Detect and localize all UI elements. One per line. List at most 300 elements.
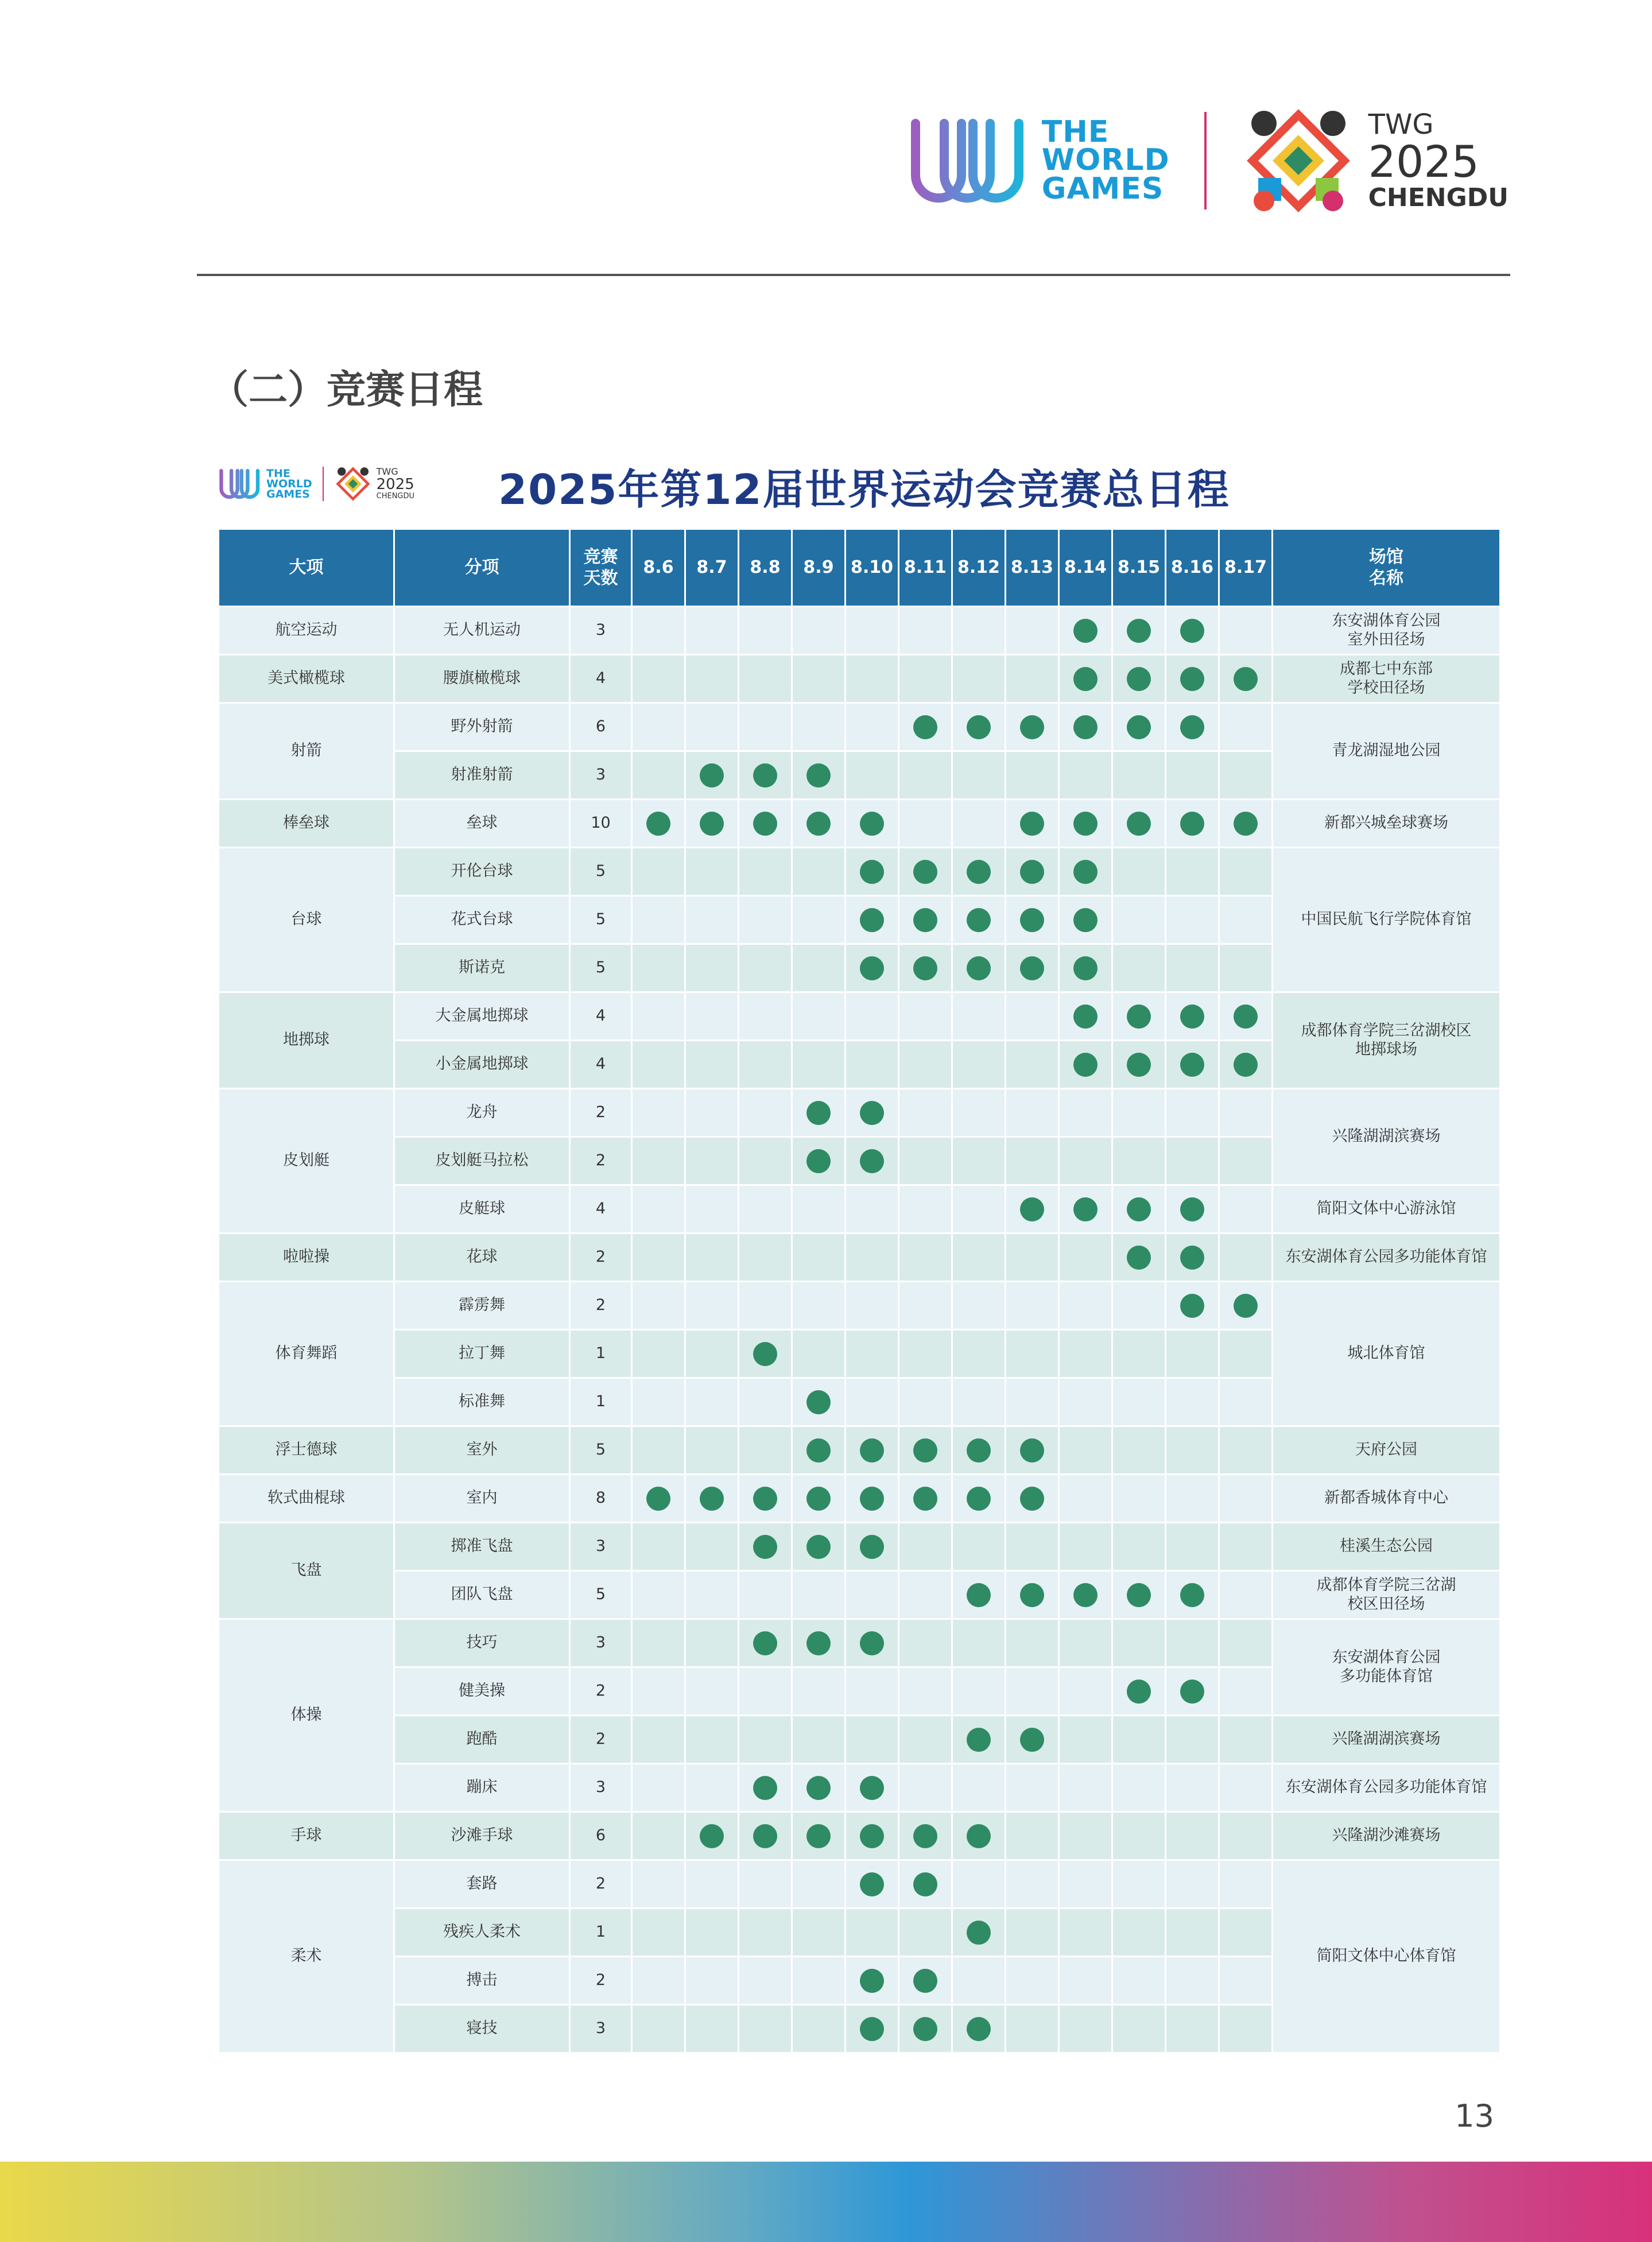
competition-day-dot — [1180, 667, 1204, 691]
date-cell — [952, 1764, 1006, 1812]
mini-logo — [217, 465, 414, 503]
header-venue-line: 名称 — [1369, 568, 1403, 588]
discipline-cell: 花球 — [394, 1234, 570, 1282]
days-cell: 2 — [570, 1089, 632, 1137]
date-cell — [1166, 1812, 1219, 1860]
discipline-cell: 小金属地掷球 — [394, 1041, 570, 1089]
date-cell — [1112, 703, 1166, 751]
date-cell — [1219, 1282, 1273, 1330]
date-cell — [1166, 1667, 1219, 1716]
date-cell — [846, 1860, 899, 1909]
date-cell — [899, 1716, 952, 1764]
date-cell — [739, 1860, 792, 1909]
date-cell — [632, 2005, 685, 2053]
competition-day-dot — [913, 1872, 937, 1896]
date-cell — [899, 1137, 952, 1185]
days-cell: 8 — [570, 1475, 632, 1523]
date-cell — [739, 1764, 792, 1812]
bottom-gradient-bar — [0, 2162, 1652, 2242]
competition-day-dot — [967, 1487, 991, 1511]
date-cell — [1219, 751, 1273, 800]
date-cell — [1166, 1330, 1219, 1378]
competition-day-dot — [967, 1583, 991, 1607]
venue-line: 新都兴城垒球赛场 — [1324, 814, 1448, 832]
sport-cell: 柔术 — [219, 1860, 394, 2053]
date-cell — [1112, 848, 1166, 896]
header-date: 8.10 — [846, 529, 899, 607]
date-cell — [739, 607, 792, 655]
competition-day-dot — [1020, 812, 1044, 836]
date-cell — [1059, 607, 1112, 655]
venue-line: 室外田径场 — [1347, 630, 1425, 649]
venue-line: 东安湖体育公园多功能体育馆 — [1285, 1778, 1487, 1797]
date-cell — [632, 1523, 685, 1571]
discipline-cell: 套路 — [394, 1860, 570, 1909]
table-row — [219, 1764, 1500, 1812]
date-cell — [685, 607, 739, 655]
date-cell — [685, 703, 739, 751]
competition-day-dot — [1180, 1583, 1204, 1607]
table-header-row — [219, 529, 1500, 607]
table-row — [219, 607, 1500, 655]
date-cell — [792, 1475, 846, 1523]
date-cell — [685, 1571, 739, 1619]
date-cell — [792, 992, 846, 1041]
days-cell: 2 — [570, 1860, 632, 1909]
date-cell — [792, 848, 846, 896]
date-cell — [632, 1378, 685, 1426]
competition-day-dot — [1127, 1679, 1151, 1704]
competition-day-dot — [1073, 860, 1098, 884]
date-cell — [846, 1909, 899, 1957]
header-date: 8.9 — [792, 529, 846, 607]
world-games-mini-logo-icon — [217, 467, 264, 501]
competition-day-dot — [1234, 812, 1258, 836]
venue-line: 东安湖体育公园 — [1332, 1648, 1441, 1667]
competition-day-dot — [860, 1631, 884, 1655]
date-cell — [952, 1523, 1006, 1571]
date-cell — [1166, 944, 1219, 992]
competition-day-dot — [806, 1390, 831, 1414]
date-cell — [1059, 1234, 1112, 1282]
date-cell — [899, 703, 952, 751]
date-cell — [1219, 1764, 1273, 1812]
date-cell — [846, 1764, 899, 1812]
date-cell — [1006, 896, 1059, 944]
date-cell — [899, 1619, 952, 1667]
date-cell — [739, 1957, 792, 2005]
competition-day-dot — [860, 1487, 884, 1511]
sport-cell: 射箭 — [219, 703, 394, 800]
table-row — [219, 992, 1500, 1041]
date-cell — [792, 703, 846, 751]
venue-cell — [1273, 1571, 1500, 1619]
competition-day-dot — [913, 908, 937, 932]
date-cell — [1166, 751, 1219, 800]
venue-cell — [1273, 1860, 1500, 2053]
sport-cell: 棒垒球 — [219, 800, 394, 848]
header-days-line: 竞赛 — [583, 546, 618, 567]
date-cell — [899, 1089, 952, 1137]
date-cell — [685, 1716, 739, 1764]
date-cell — [739, 751, 792, 800]
date-cell — [846, 1812, 899, 1860]
date-cell — [952, 944, 1006, 992]
date-cell — [739, 703, 792, 751]
date-cell — [739, 1812, 792, 1860]
mini-wordmark-line: THE — [266, 467, 290, 480]
date-cell — [1219, 1716, 1273, 1764]
date-cell — [685, 1137, 739, 1185]
discipline-cell: 跑酷 — [394, 1716, 570, 1764]
date-cell — [899, 1860, 952, 1909]
date-cell — [1112, 1426, 1166, 1475]
competition-day-dot — [806, 1535, 831, 1559]
competition-day-dot — [860, 1872, 884, 1896]
date-cell — [1006, 1426, 1059, 1475]
sport-cell: 体操 — [219, 1619, 394, 1812]
sport-cell: 体育舞蹈 — [219, 1282, 394, 1426]
competition-day-dot — [1020, 1197, 1044, 1221]
date-cell — [952, 1571, 1006, 1619]
date-cell — [1006, 1523, 1059, 1571]
table-row — [219, 1234, 1500, 1282]
venue-cell — [1273, 1619, 1500, 1716]
competition-day-dot — [1020, 1438, 1044, 1463]
schedule-table — [218, 528, 1501, 2054]
days-cell: 2 — [570, 1137, 632, 1185]
date-cell — [792, 1764, 846, 1812]
date-cell — [1006, 1957, 1059, 2005]
date-cell — [1059, 1860, 1112, 1909]
date-cell — [632, 848, 685, 896]
sport-cell: 美式橄榄球 — [219, 655, 394, 703]
date-cell — [899, 1185, 952, 1234]
discipline-cell: 寝技 — [394, 2005, 570, 2053]
competition-day-dot — [1127, 667, 1151, 691]
date-cell — [1112, 1812, 1166, 1860]
date-cell — [952, 800, 1006, 848]
sport-cell: 台球 — [219, 848, 394, 992]
date-cell — [1006, 1812, 1059, 1860]
date-cell — [632, 944, 685, 992]
date-cell — [1006, 655, 1059, 703]
date-cell — [685, 848, 739, 896]
mini-divider — [323, 467, 324, 501]
competition-day-dot — [1180, 1679, 1204, 1704]
date-cell — [792, 655, 846, 703]
date-cell — [1112, 1282, 1166, 1330]
date-cell — [739, 1716, 792, 1764]
date-cell — [685, 800, 739, 848]
days-cell: 3 — [570, 751, 632, 800]
date-cell — [1166, 1523, 1219, 1571]
date-cell — [1059, 1185, 1112, 1234]
discipline-cell: 无人机运动 — [394, 607, 570, 655]
date-cell — [1059, 1764, 1112, 1812]
competition-day-dot — [1073, 1197, 1098, 1221]
date-cell — [846, 1378, 899, 1426]
city-label: CHENGDU — [1368, 183, 1508, 212]
days-cell: 3 — [570, 607, 632, 655]
date-cell — [739, 1137, 792, 1185]
date-cell — [899, 655, 952, 703]
date-cell — [1166, 2005, 1219, 2053]
date-cell — [1219, 703, 1273, 751]
competition-day-dot — [1180, 1197, 1204, 1221]
date-cell — [952, 1282, 1006, 1330]
date-cell — [846, 751, 899, 800]
date-cell — [792, 1667, 846, 1716]
date-cell — [1112, 1957, 1166, 2005]
page-number: 13 — [1455, 2098, 1494, 2134]
competition-day-dot — [1020, 956, 1044, 980]
competition-day-dot — [806, 812, 831, 836]
date-cell — [846, 1667, 899, 1716]
days-cell: 1 — [570, 1330, 632, 1378]
date-cell — [846, 1089, 899, 1137]
date-cell — [632, 1330, 685, 1378]
date-cell — [1166, 1764, 1219, 1812]
competition-day-dot — [753, 1631, 777, 1655]
date-cell — [792, 800, 846, 848]
discipline-cell: 技巧 — [394, 1619, 570, 1667]
date-cell — [1112, 1860, 1166, 1909]
date-cell — [846, 1041, 899, 1089]
date-cell — [1166, 1089, 1219, 1137]
date-cell — [792, 1812, 846, 1860]
date-cell — [739, 1378, 792, 1426]
date-cell — [1059, 2005, 1112, 2053]
date-cell — [685, 944, 739, 992]
header-venue-line: 场馆 — [1369, 546, 1403, 567]
days-cell: 3 — [570, 1619, 632, 1667]
venue-line: 简阳文体中心体育馆 — [1316, 1947, 1456, 1965]
date-cell — [1112, 1185, 1166, 1234]
date-cell — [632, 1571, 685, 1619]
date-cell — [685, 1185, 739, 1234]
date-cell — [1112, 1764, 1166, 1812]
date-cell — [1166, 1234, 1219, 1282]
date-cell — [632, 1860, 685, 1909]
date-cell — [1219, 848, 1273, 896]
date-cell — [1112, 1475, 1166, 1523]
date-cell — [792, 1234, 846, 1282]
date-cell — [846, 655, 899, 703]
mini-wordmark — [266, 468, 312, 499]
date-cell — [1006, 1282, 1059, 1330]
competition-day-dot — [1020, 1728, 1044, 1752]
discipline-cell: 蹦床 — [394, 1764, 570, 1812]
competition-day-dot — [967, 1728, 991, 1752]
days-cell: 2 — [570, 1234, 632, 1282]
date-cell — [1166, 992, 1219, 1041]
header-date: 8.13 — [1006, 529, 1059, 607]
date-cell — [899, 1909, 952, 1957]
table-row — [219, 848, 1500, 896]
competition-day-dot — [860, 1969, 884, 1993]
venue-cell — [1273, 1282, 1500, 1426]
date-cell — [899, 1041, 952, 1089]
twg-label: TWG — [1368, 108, 1434, 141]
date-cell — [952, 1185, 1006, 1234]
competition-day-dot — [967, 1824, 991, 1848]
discipline-cell: 射准射箭 — [394, 751, 570, 800]
date-cell — [1059, 1426, 1112, 1475]
days-cell: 4 — [570, 1185, 632, 1234]
days-cell: 5 — [570, 1426, 632, 1475]
date-cell — [846, 992, 899, 1041]
date-cell — [792, 1716, 846, 1764]
date-cell — [1219, 655, 1273, 703]
competition-day-dot — [860, 956, 884, 980]
table-row — [219, 1475, 1500, 1523]
competition-day-dot — [913, 1487, 937, 1511]
date-cell — [1166, 1957, 1219, 2005]
date-cell — [1112, 2005, 1166, 2053]
competition-day-dot — [1234, 667, 1258, 691]
date-cell — [632, 1909, 685, 1957]
date-cell — [899, 1426, 952, 1475]
header-sport: 大项 — [219, 529, 394, 607]
discipline-cell: 龙舟 — [394, 1089, 570, 1137]
header-date: 8.16 — [1166, 529, 1219, 607]
date-cell — [1166, 848, 1219, 896]
discipline-cell: 皮划艇马拉松 — [394, 1137, 570, 1185]
date-cell — [1059, 1523, 1112, 1571]
date-cell — [952, 607, 1006, 655]
competition-day-dot — [1234, 1053, 1258, 1077]
competition-day-dot — [753, 1535, 777, 1559]
date-cell — [632, 1426, 685, 1475]
table-row — [219, 1426, 1500, 1475]
date-cell — [632, 1282, 685, 1330]
discipline-cell: 健美操 — [394, 1667, 570, 1716]
date-cell — [1059, 703, 1112, 751]
date-cell — [1006, 800, 1059, 848]
date-cell — [792, 1041, 846, 1089]
header-date: 8.6 — [632, 529, 685, 607]
year-label: 2025 — [1368, 136, 1480, 188]
date-cell — [1006, 1330, 1059, 1378]
venue-cell — [1273, 1716, 1500, 1764]
venue-line: 中国民航飞行学院体育馆 — [1301, 910, 1472, 929]
date-cell — [632, 992, 685, 1041]
date-cell — [899, 1667, 952, 1716]
date-cell — [846, 1426, 899, 1475]
competition-day-dot — [753, 1487, 777, 1511]
date-cell — [1219, 1378, 1273, 1426]
discipline-cell: 开伦台球 — [394, 848, 570, 896]
date-cell — [739, 992, 792, 1041]
venue-line: 多功能体育馆 — [1340, 1667, 1433, 1685]
date-cell — [899, 896, 952, 944]
date-cell — [1219, 1812, 1273, 1860]
date-cell — [685, 1234, 739, 1282]
date-cell — [739, 1330, 792, 1378]
discipline-cell: 团队飞盘 — [394, 1571, 570, 1619]
date-cell — [1166, 1282, 1219, 1330]
wordmark-line: WORLD — [1041, 143, 1170, 178]
date-cell — [1112, 1909, 1166, 1957]
date-cell — [1059, 1909, 1112, 1957]
date-cell — [899, 1957, 952, 2005]
date-cell — [1219, 1571, 1273, 1619]
date-cell — [1219, 1137, 1273, 1185]
sport-cell: 飞盘 — [219, 1523, 394, 1619]
competition-day-dot — [967, 956, 991, 980]
table-row — [219, 1185, 1500, 1234]
date-cell — [899, 1234, 952, 1282]
date-cell — [899, 1571, 952, 1619]
table-row — [219, 1860, 1500, 1909]
date-cell — [1059, 1812, 1112, 1860]
date-cell — [1006, 1089, 1059, 1137]
venue-cell — [1273, 1523, 1500, 1571]
date-cell — [1219, 1330, 1273, 1378]
date-cell — [739, 1185, 792, 1234]
date-cell — [1006, 607, 1059, 655]
competition-day-dot — [1127, 1197, 1151, 1221]
competition-day-dot — [1127, 1053, 1151, 1077]
date-cell — [792, 896, 846, 944]
date-cell — [739, 1234, 792, 1282]
date-cell — [846, 1282, 899, 1330]
competition-day-dot — [967, 2017, 991, 2041]
logo-divider — [1204, 112, 1207, 210]
date-cell — [899, 607, 952, 655]
competition-day-dot — [860, 812, 884, 836]
date-cell — [1219, 1041, 1273, 1089]
discipline-cell: 野外射箭 — [394, 703, 570, 751]
date-cell — [792, 1957, 846, 2005]
date-cell — [632, 1764, 685, 1812]
sport-cell: 啦啦操 — [219, 1234, 394, 1282]
date-cell — [846, 1571, 899, 1619]
date-cell — [685, 655, 739, 703]
venue-line: 东安湖体育公园 — [1332, 612, 1441, 630]
competition-day-dot — [753, 1776, 777, 1800]
date-cell — [952, 1619, 1006, 1667]
date-cell — [1006, 1137, 1059, 1185]
venue-cell — [1273, 1426, 1500, 1475]
date-cell — [1166, 800, 1219, 848]
date-cell — [1166, 1860, 1219, 1909]
date-cell — [1112, 1137, 1166, 1185]
competition-day-dot — [1180, 812, 1204, 836]
competition-day-dot — [700, 812, 724, 836]
competition-day-dot — [700, 1824, 724, 1848]
date-cell — [1219, 944, 1273, 992]
competition-day-dot — [913, 2017, 937, 2041]
date-cell — [1166, 1378, 1219, 1426]
date-cell — [952, 1137, 1006, 1185]
date-cell — [632, 896, 685, 944]
date-cell — [792, 1571, 846, 1619]
date-cell — [1166, 896, 1219, 944]
competition-day-dot — [1073, 1004, 1098, 1029]
date-cell — [1166, 1185, 1219, 1234]
competition-day-dot — [806, 1776, 831, 1800]
wordmark-line: GAMES — [1041, 171, 1164, 206]
date-cell — [1219, 1619, 1273, 1667]
date-cell — [685, 751, 739, 800]
date-cell — [1166, 1426, 1219, 1475]
date-cell — [1166, 607, 1219, 655]
discipline-cell: 搏击 — [394, 1957, 570, 2005]
days-cell: 1 — [570, 1909, 632, 1957]
competition-day-dot — [913, 1824, 937, 1848]
